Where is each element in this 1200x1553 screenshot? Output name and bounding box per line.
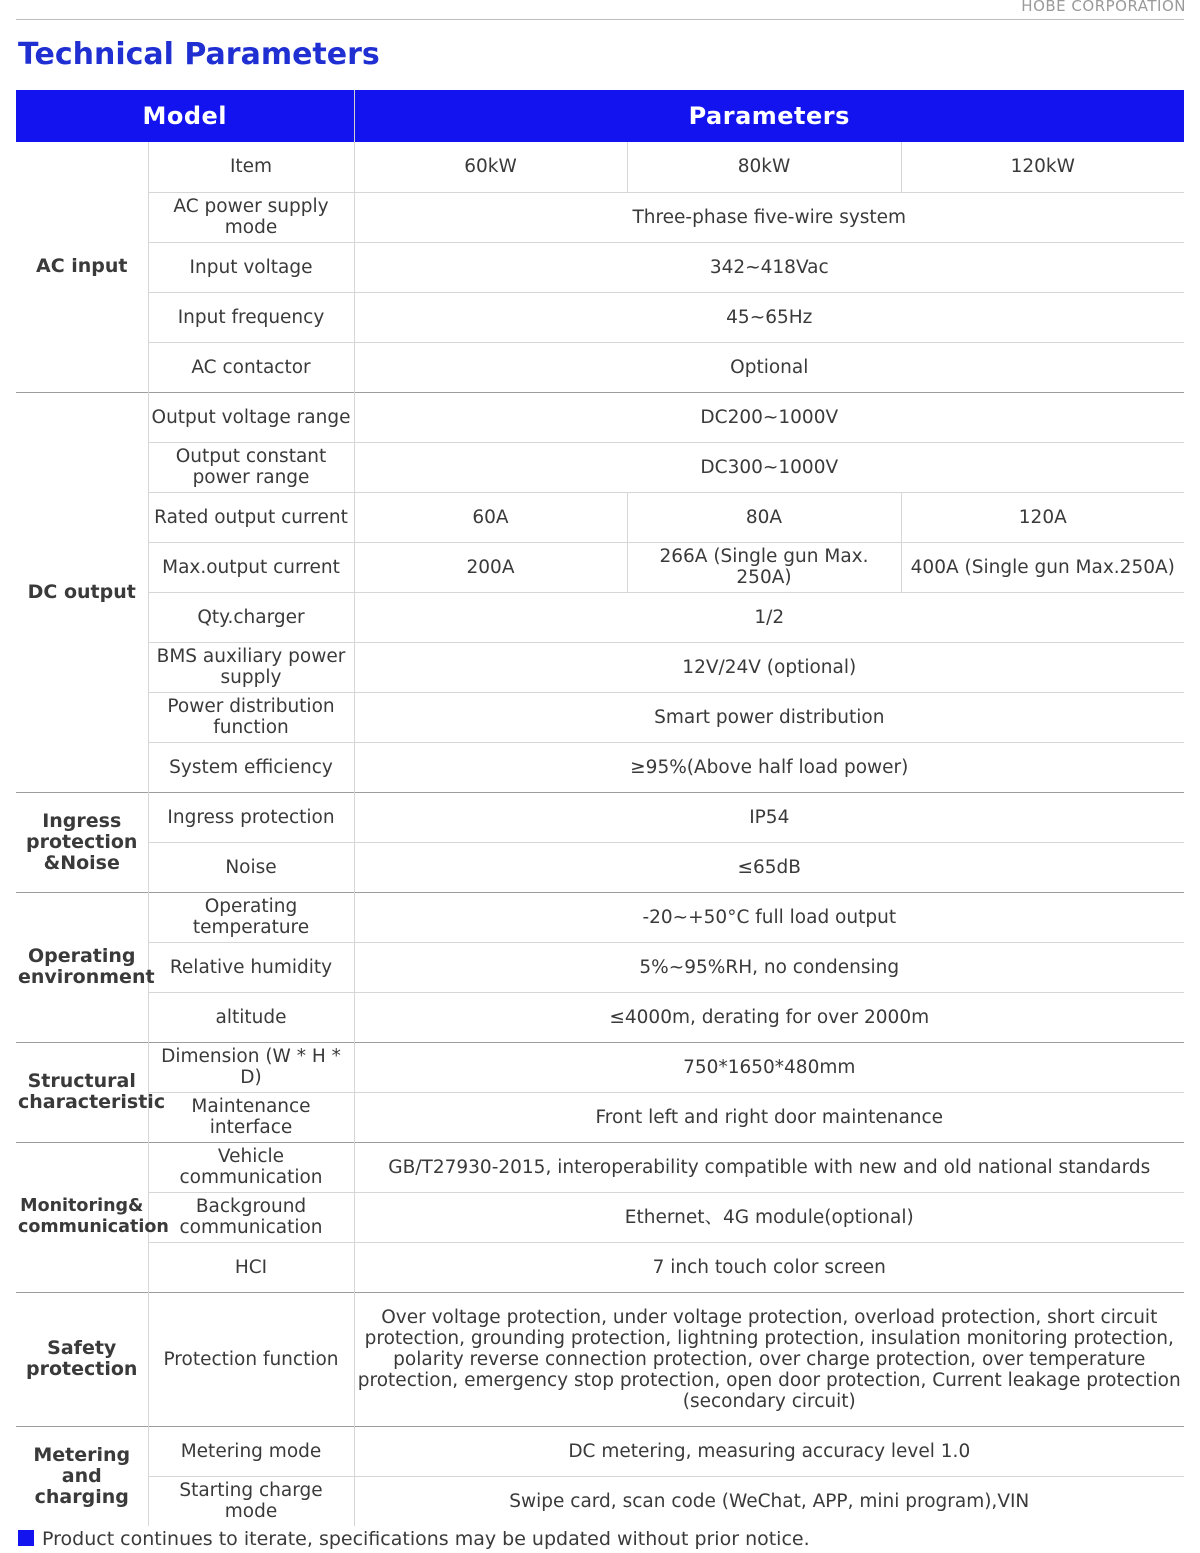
row-label: AC power supply mode xyxy=(148,192,354,242)
table-header-row xyxy=(16,90,1184,142)
model-60kw: 60kW xyxy=(354,142,627,192)
category-structural: Structural characteristic xyxy=(16,1042,148,1142)
row-value: 5%~95%RH, no condensing xyxy=(354,942,1184,992)
row-label: Vehicle communication xyxy=(148,1142,354,1192)
row-value: 1/2 xyxy=(354,592,1184,642)
row-value: DC200~1000V xyxy=(354,392,1184,442)
table-row xyxy=(16,492,1184,542)
value-120kw: 120A xyxy=(901,492,1184,542)
table-row xyxy=(16,992,1184,1042)
row-value: ≥95%(Above half load power) xyxy=(354,742,1184,792)
page-title: Technical Parameters xyxy=(18,37,380,72)
row-value: -20~+50°C full load output xyxy=(354,892,1184,942)
model-80kw: 80kW xyxy=(627,142,901,192)
table-row xyxy=(16,792,1184,842)
row-value: 7 inch touch color screen xyxy=(354,1242,1184,1292)
row-value: ≤4000m, derating for over 2000m xyxy=(354,992,1184,1042)
table-row xyxy=(16,842,1184,892)
brand-name: HOBE CORPORATION xyxy=(1021,0,1186,15)
value-60kw: 60A xyxy=(354,492,627,542)
model-120kw: 120kW xyxy=(1010,156,1075,178)
row-label: HCI xyxy=(148,1242,354,1292)
top-divider xyxy=(16,19,1184,20)
table-row xyxy=(16,392,1184,442)
row-label: Protection function xyxy=(148,1292,354,1426)
row-label: Output voltage range xyxy=(148,392,354,442)
category-safety: Safety protection xyxy=(16,1292,148,1426)
row-label: Rated output current xyxy=(148,492,354,542)
row-value: GB/T27930-2015, interoperability compatible with new and old national standards xyxy=(354,1142,1184,1192)
row-label: Power distribution function xyxy=(148,692,354,742)
row-label: Qty.charger xyxy=(148,592,354,642)
category-metering: Metering and charging xyxy=(16,1426,148,1526)
row-label: System efficiency xyxy=(148,742,354,792)
category-ac-input: AC input xyxy=(16,142,148,392)
row-value: DC metering, measuring accuracy level 1.0 xyxy=(354,1426,1184,1476)
table-row xyxy=(16,1242,1184,1292)
row-value: 342~418Vac xyxy=(354,242,1184,292)
row-value: 750*1650*480mm xyxy=(354,1042,1184,1092)
header-parameters: Parameters xyxy=(354,90,1184,142)
table-row xyxy=(16,1042,1184,1092)
row-label: Input frequency xyxy=(148,292,354,342)
row-label: AC contactor xyxy=(148,342,354,392)
table-row xyxy=(16,442,1184,492)
table-row xyxy=(16,1476,1184,1526)
category-monitoring: Monitoring& communication xyxy=(16,1142,148,1292)
table-row xyxy=(16,1292,1184,1426)
value-80kw: 80A xyxy=(627,492,901,542)
row-value: 12V/24V (optional) xyxy=(354,642,1184,692)
table-row xyxy=(16,1426,1184,1476)
row-value: Ethernet、4G module(optional) xyxy=(354,1192,1184,1242)
row-label: Operating temperature xyxy=(148,892,354,942)
table-row xyxy=(16,142,1184,192)
category-dc-output: DC output xyxy=(16,392,148,792)
row-value: Three-phase five-wire system xyxy=(354,192,1184,242)
row-value: Smart power distribution xyxy=(354,692,1184,742)
row-value: ≤65dB xyxy=(354,842,1184,892)
category-ingress-noise: Ingress protection &Noise xyxy=(16,792,148,892)
row-label: Background communication xyxy=(148,1192,354,1242)
row-label: Ingress protection xyxy=(148,792,354,842)
row-value: IP54 xyxy=(354,792,1184,842)
row-value: Optional xyxy=(354,342,1184,392)
table-row xyxy=(16,592,1184,642)
footnote-text: Product continues to iterate, specifications may be updated without prior notice. xyxy=(42,1528,810,1550)
table-row xyxy=(16,292,1184,342)
row-label: Max.output current xyxy=(148,542,354,592)
table-row xyxy=(16,1142,1184,1192)
row-value: Front left and right door maintenance xyxy=(354,1092,1184,1142)
footnote xyxy=(18,1528,810,1550)
row-label: BMS auxiliary power supply xyxy=(148,642,354,692)
row-label: Relative humidity xyxy=(148,942,354,992)
table-row xyxy=(16,542,1184,592)
row-value: Swipe card, scan code (WeChat, APP, mini program),VIN xyxy=(354,1476,1184,1526)
table-row xyxy=(16,692,1184,742)
value-60kw: 200A xyxy=(354,542,627,592)
value-120kw: 400A (Single gun Max.250A) xyxy=(901,542,1184,592)
row-label: Starting charge mode xyxy=(148,1476,354,1526)
bullet-square-icon xyxy=(18,1530,34,1546)
table-row xyxy=(16,192,1184,242)
row-value: Over voltage protection, under voltage protection, overload protection, short circuit protection, grounding protection, lightning protection, insulation monitoring protection, polarity reverse connection protection, over charge protection, over temperature protection, emergency stop protection, open door protection, Current leakage protection (secondary circuit) xyxy=(354,1292,1184,1426)
table-row xyxy=(16,342,1184,392)
table-row xyxy=(16,642,1184,692)
row-label: Output constant power range xyxy=(148,442,354,492)
table-row xyxy=(16,242,1184,292)
value-80kw: 266A (Single gun Max. 250A) xyxy=(627,542,901,592)
row-label: altitude xyxy=(148,992,354,1042)
table-row xyxy=(16,942,1184,992)
row-label: Maintenance interface xyxy=(148,1092,354,1142)
row-label: Noise xyxy=(148,842,354,892)
table-row xyxy=(16,742,1184,792)
row-label: Dimension (W * H * D) xyxy=(148,1042,354,1092)
row-value: 45~65Hz xyxy=(354,292,1184,342)
row-value: DC300~1000V xyxy=(354,442,1184,492)
item-label: Item xyxy=(148,142,354,192)
table-row xyxy=(16,892,1184,942)
table-row xyxy=(16,1192,1184,1242)
spec-table xyxy=(16,90,1184,1526)
row-label: Metering mode xyxy=(148,1426,354,1476)
category-operating-environment: Operating environment xyxy=(16,892,148,1042)
header-model: Model xyxy=(16,90,354,142)
table-row xyxy=(16,1092,1184,1142)
row-label: Input voltage xyxy=(148,242,354,292)
